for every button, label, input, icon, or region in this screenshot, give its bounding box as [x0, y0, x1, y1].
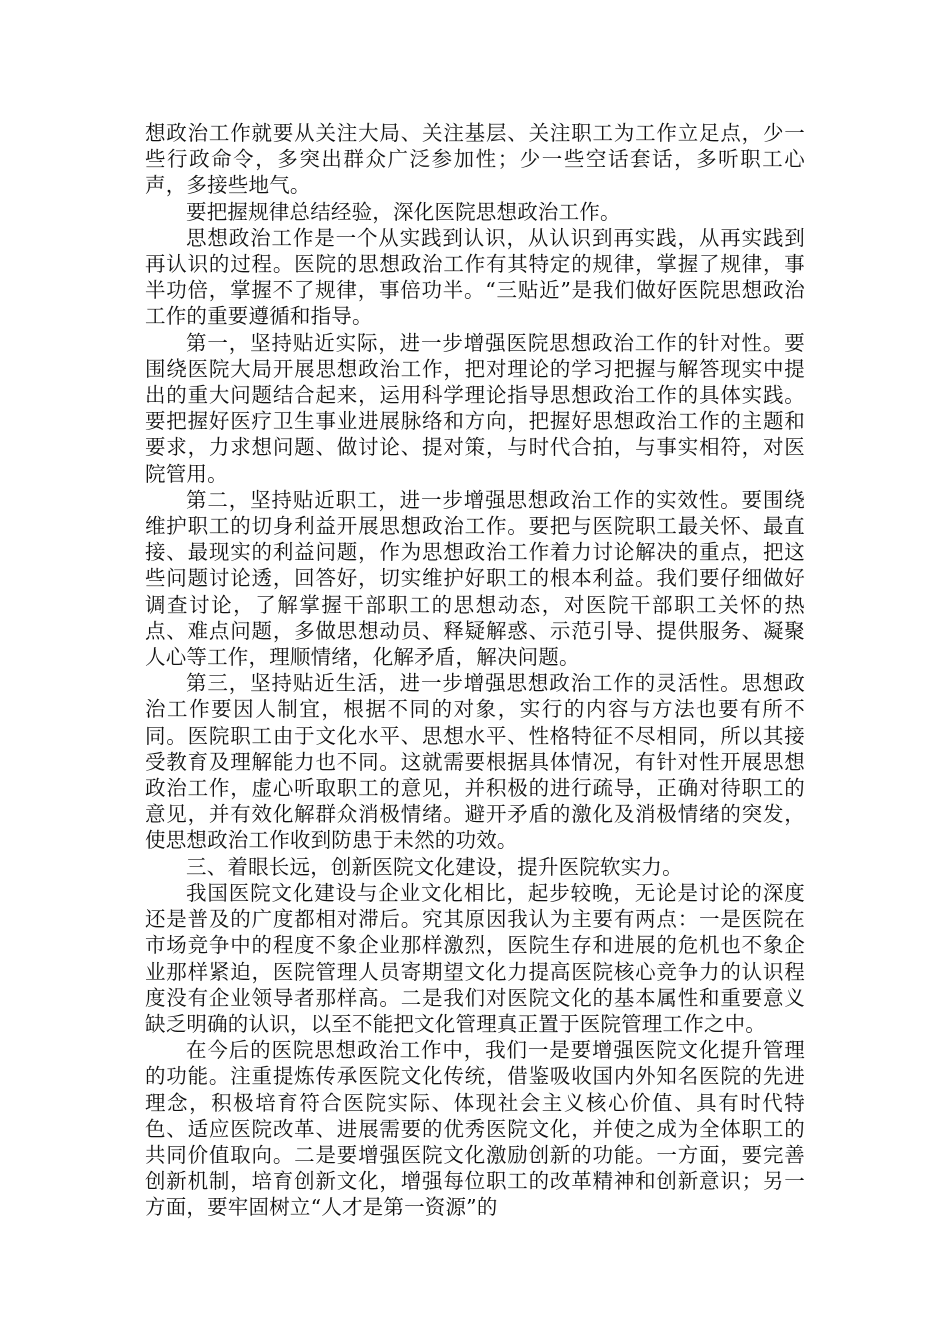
paragraph-heading-rules: 要把握规律总结经验，深化医院思想政治工作。: [186, 199, 621, 224]
paragraph-first: 第一，坚持贴近实际，进一步增强医院思想政治工作的针对性。要围绕医院大局开展思想政治工作，把对理论的学习把握与解答现实中提出的重大问题结合起来，运用科学理论指导思想政治工作的具体实践。要把握好医疗卫生事业进展脉络和方向，把握好思想政治工作的主题和要求，力求想问题、做讨论、提对策，与时代合拍，与事实相符，对医院管用。: [145, 330, 805, 486]
paragraph-second: 第二，坚持贴近职工，进一步增强思想政治工作的实效性。要围绕维护职工的切身利益开展思想政治工作。要把与医院职工最关怀、最直接、最现实的利益问题，作为思想政治工作着力讨论解决的重点，把这些问题讨论透，回答好，切实维护好职工的根本利益。我们要仔细做好调查讨论，了解掌握干部职工的思想动态，对医院干部职工关怀的热点、难点问题，多做思想动员、释疑解惑、示范引导、提供服务、凝聚人心等工作，理顺情绪，化解矛盾，解决问题。: [145, 487, 805, 670]
paragraph-continuation: 想政治工作就要从关注大局、关注基层、关注职工为工作立足点，少一些行政命令，多突出群众广泛参加性；少一些空话套话，多听职工心声，多接些地气。: [145, 121, 805, 198]
paragraph-practice: 思想政治工作是一个从实践到认识，从认识到再实践，从再实践到再认识的过程。医院的思想政治工作有其特定的规律，掌握了规律，事半功倍，掌握不了规律，事倍功半。“三贴近”是我们做好医院思想政治工作的重要遵循和指导。: [145, 225, 805, 329]
paragraph-culture-background: 我国医院文化建设与企业文化相比，起步较晚，无论是讨论的深度还是普及的广度都相对滞后。究其原因我认为主要有两点：一是医院在市场竞争中的程度不象企业那样激烈，医院生存和进展的危机也不象企业那样紧迫，医院管理人员寄期望文化力提高医院核心竞争力的认识程度没有企业领导者那样高。二是我们对医院文化的基本属性和重要意义缺乏明确的认识，以至不能把文化管理真正置于医院管理工作之中。: [145, 880, 805, 1036]
paragraph-culture-future: 在今后的医院思想政治工作中，我们一是要增强医院文化提升管理的功能。注重提炼传承医院文化传统，借鉴吸收国内外知名医院的先进理念，积极培育符合医院实际、体现社会主义核心价值、具有时代特色、适应医院改革、进展需要的优秀医院文化，并使之成为全体职工的共同价值取向。二是要增强医院文化激励创新的功能。一方面，要完善创新机制，培育创新文化，增强每位职工的改革精神和创新意识；另一方面，要牢固树立“人才是第一资源”的: [145, 1038, 805, 1220]
section-heading-culture: 三、着眼长远，创新医院文化建设，提升医院软实力。: [186, 854, 683, 879]
document-body: [145, 120, 805, 1221]
paragraph-third: 第三，坚持贴近生活，进一步增强思想政治工作的灵活性。思想政治工作要因人制宜，根据不同的对象，实行的内容与方法也要有所不同。医院职工由于文化水平、思想水平、性格特征不尽相同，所以其接受教育及理解能力也不同。这就需要根据具体情况，有针对性开展思想政治工作，虚心听取职工的意见，并积极的进行疏导，正确对待职工的意见，并有效化解群众消极情绪。避开矛盾的激化及消极情绪的突发，使思想政治工作收到防患于未然的功效。: [145, 671, 805, 853]
